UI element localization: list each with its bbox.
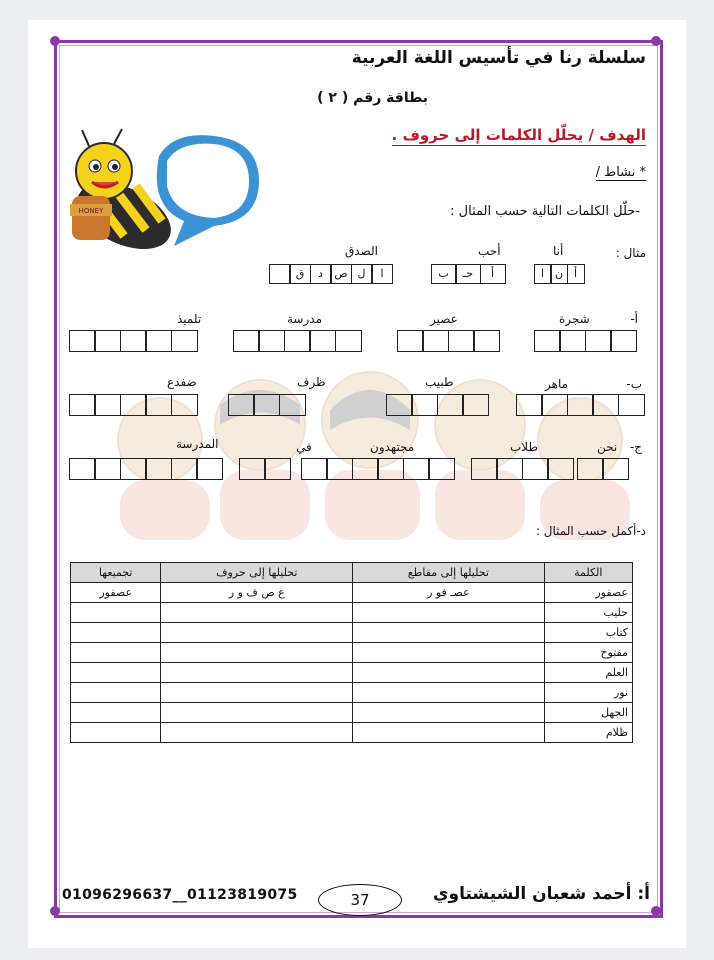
- row-b-label: ب-: [626, 377, 642, 391]
- series-title: سلسلة رنا في تأسيس اللغة العربية: [351, 48, 646, 68]
- cell-word: مفتوح: [544, 643, 632, 663]
- example-letter-boxes: [270, 264, 393, 284]
- row-word: ماهر: [545, 377, 569, 391]
- answer-boxes[interactable]: [234, 330, 362, 352]
- letter-box: حـ: [455, 264, 481, 284]
- letter-box: ا: [371, 264, 393, 284]
- row-word: المدرسة: [176, 437, 219, 451]
- cell-assembled[interactable]: [71, 663, 161, 683]
- cell-letters[interactable]: [161, 723, 353, 743]
- row-word: تلميذ: [177, 312, 202, 326]
- cell-letters[interactable]: [161, 663, 353, 683]
- answer-boxes[interactable]: [517, 394, 645, 416]
- author-name: أ: أحمد شعبان الشيشتاوي: [432, 884, 650, 904]
- letter-box: ن: [550, 264, 568, 284]
- border-corner: [50, 36, 60, 46]
- cell-letters[interactable]: [161, 683, 353, 703]
- answer-boxes[interactable]: [70, 330, 198, 352]
- cell-syllables[interactable]: [353, 723, 544, 743]
- cell-letters[interactable]: [161, 643, 353, 663]
- answer-boxes[interactable]: [70, 394, 198, 416]
- row-word: مدرسة: [287, 312, 323, 326]
- header-letters: تحليلها إلى حروف: [161, 563, 353, 583]
- cell-letters: ع ص ف و ر: [161, 583, 353, 603]
- lesson-goal: الهدف / يحلّل الكلمات إلى حروف .: [391, 126, 646, 144]
- row-word: في: [296, 440, 312, 454]
- table-row: [71, 623, 633, 643]
- analysis-instruction: -حلّل الكلمات التالية حسب المثال :: [450, 204, 640, 219]
- letter-box: أ: [567, 264, 585, 284]
- example-letter-boxes: [535, 264, 585, 284]
- letter-box: ا: [534, 264, 552, 284]
- table-row: [71, 723, 633, 743]
- cell-assembled[interactable]: [71, 703, 161, 723]
- cell-assembled[interactable]: [71, 683, 161, 703]
- answer-boxes[interactable]: [578, 458, 629, 480]
- cell-syllables[interactable]: [353, 703, 544, 723]
- cell-syllables[interactable]: [353, 603, 544, 623]
- letter-box: د: [310, 264, 332, 284]
- table-row: [71, 683, 633, 703]
- answer-boxes[interactable]: [387, 394, 489, 416]
- cell-assembled[interactable]: [71, 643, 161, 663]
- row-word: مجتهدون: [370, 440, 415, 454]
- example-word: أحب: [478, 244, 501, 258]
- row-word: نحن: [597, 440, 618, 454]
- answer-boxes[interactable]: [302, 458, 455, 480]
- letter-box: ق: [289, 264, 311, 284]
- answer-boxes[interactable]: [229, 394, 306, 416]
- answer-boxes[interactable]: [240, 458, 291, 480]
- table-row: [71, 703, 633, 723]
- cell-assembled: عصفور: [71, 583, 161, 603]
- cell-word: الجهل: [544, 703, 632, 723]
- cell-letters[interactable]: [161, 623, 353, 643]
- table-row: [71, 663, 633, 683]
- table-row: [71, 643, 633, 663]
- border-corner: [651, 906, 661, 916]
- row-word: عصير: [430, 312, 458, 326]
- table-instruction: د-أكمل حسب المثال :: [535, 524, 646, 538]
- table-row: [71, 603, 633, 623]
- cell-assembled[interactable]: [71, 623, 161, 643]
- row-word: ضفدع: [167, 375, 197, 389]
- card-number: بطاقة رقم ( ٢ ): [317, 90, 428, 106]
- answer-boxes[interactable]: [472, 458, 574, 480]
- answer-boxes[interactable]: [535, 330, 637, 352]
- cell-syllables[interactable]: [353, 643, 544, 663]
- row-a-label: أ-: [630, 312, 638, 326]
- cell-syllables[interactable]: [353, 683, 544, 703]
- border-corner: [50, 906, 60, 916]
- row-word: ظرف: [297, 375, 326, 389]
- example-word: أنا: [553, 244, 564, 258]
- example-letter-boxes: [432, 264, 506, 284]
- table-header-row: [71, 563, 633, 583]
- table-row: [71, 583, 633, 603]
- cell-syllables[interactable]: [353, 623, 544, 643]
- row-word: شجرة: [559, 312, 590, 326]
- cell-assembled[interactable]: [71, 723, 161, 743]
- cell-word: نور: [544, 683, 632, 703]
- activity-heading: * نشاط /: [595, 165, 646, 180]
- cell-word: العلم: [544, 663, 632, 683]
- letter-box: ص: [330, 264, 352, 284]
- page-number: 37: [318, 884, 402, 916]
- row-c-label: ج-: [629, 440, 642, 454]
- letter-box[interactable]: [269, 264, 291, 284]
- cell-syllables: عصـ فو ر: [353, 583, 544, 603]
- row-word: طلاب: [510, 440, 539, 454]
- cell-syllables[interactable]: [353, 663, 544, 683]
- letter-box: ل: [351, 264, 373, 284]
- phone-numbers: 01096296637__01123819075: [62, 887, 298, 903]
- example-word: الصدق: [345, 244, 379, 258]
- cell-word: ظلام: [544, 723, 632, 743]
- row-word: طبيب: [425, 375, 454, 389]
- example-label: مثال :: [615, 246, 646, 260]
- honey-jar-label: HONEY: [78, 207, 104, 215]
- cell-letters[interactable]: [161, 603, 353, 623]
- header-syllables: تحليلها إلى مقاطع: [353, 563, 544, 583]
- letter-box: ب: [431, 264, 457, 284]
- answer-boxes[interactable]: [398, 330, 500, 352]
- border-corner: [651, 36, 661, 46]
- answer-boxes[interactable]: [70, 458, 223, 480]
- header-assembled: تجميعها: [71, 563, 161, 583]
- cell-assembled[interactable]: [71, 603, 161, 623]
- cell-word: عصفور: [544, 583, 632, 603]
- word-analysis-table: [70, 562, 633, 743]
- letter-box: أ: [480, 264, 506, 284]
- bee-illustration: [64, 126, 264, 256]
- cell-word: كتاب: [544, 623, 632, 643]
- cell-letters[interactable]: [161, 703, 353, 723]
- cell-word: حليب: [544, 603, 632, 623]
- header-word: الكلمة: [544, 563, 632, 583]
